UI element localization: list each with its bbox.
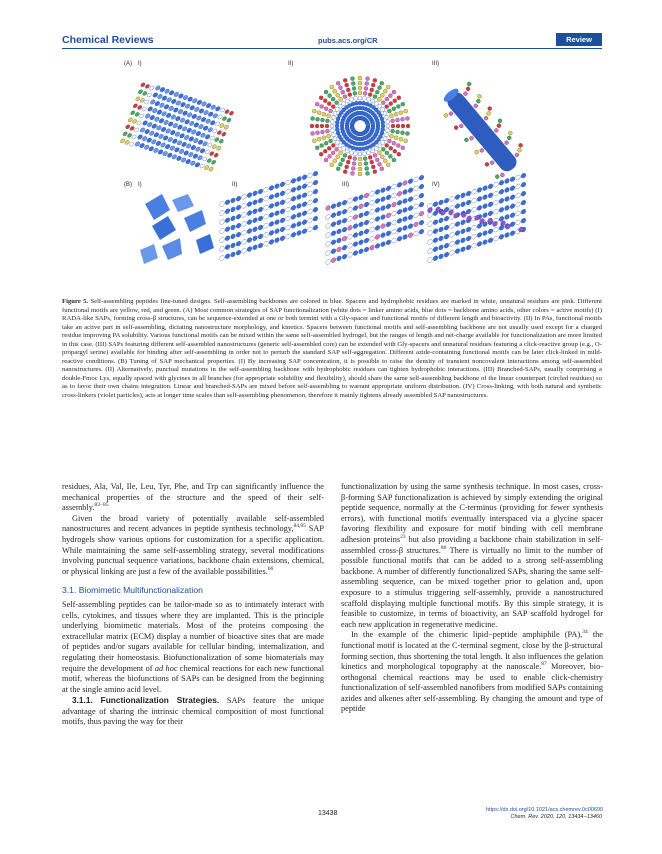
label-b: (B) bbox=[124, 182, 132, 188]
paragraph: residues, Ala, Val, Ile, Leu, Tyr, Phe, and Trp can significantly influence the mechanical properties of the structure and the speed of their self-assembly.$^{83-85}$ bbox=[62, 482, 324, 513]
paragraph: Self-assembling peptides can be tailor-made so as to intimately interact with cells, cytokines, and tissues where they are implanted. This is the principle underlying biomimetic materials. Most of the proteins composing the extracellular matrix (ECM) display a number of bioactive sites that are made of peptides and/or sugars available for cellular binding, internalization, and regulating their homeostasis. Biofunctionalization of some biomaterials may require the development of ad hoc chemical reactions for each new functional motif, whereas the biofunctions of SAPs can be designed from the beginning at the single amino acid level. bbox=[62, 599, 324, 694]
paragraph: In the example of the chimeric lipid−peptide amphiphile (PA),$^{34}$ the functional motif is located at the C-terminal segment, close by the β-structural forming section, thus shortening the total length. It also influences the gelation kinetics and morphological topography at the nanoscale.$^{87}$ Moreover, bio-orthogonal chemical reactions may be used to enable click-chemistry functionalization of self-assembled nanofibers from modified SAPs containing azides and alkenes after self-assembling. By changing the amount and type of peptide bbox=[341, 629, 603, 714]
paragraph: functionalization by using the same synthesis technique. In most cases, cross-β-forming SAP functionalization is achieved by simply extending the original peptide sequence, normally at the C-terminus (providing for fewer synthesis errors), with functional motifs eventually interspaced via a glycine spacer favoring flexibility and exposure for motif binding with cell membrane adhesion proteins$^{23}$ but also providing a backbone chain stabilization in self-assembled cross-β structures.$^{86}$ There is virtually no limit to the number of possible functional motifs that can be added to a strong self-assembling backbone. A number of differently functionalized SAPs, sharing the same self-assembling sequence, can be mixed together prior to gelation and, upon exposure to a stimulus triggering self-assembly, provide a nanostructured scaffold displaying multiple functional motifs. By this simple strategy, it is feasible to customize, in terms of bioactivity, an SAP scaffold hydrogel for each new application in regenerative medicine. bbox=[341, 482, 604, 629]
label-a3: III) bbox=[432, 61, 439, 67]
reference-link[interactable]: 83−85 bbox=[94, 502, 109, 509]
label-b2: II) bbox=[232, 182, 238, 188]
page-number: 13438 bbox=[318, 810, 338, 817]
paragraph: 3.1.1. Functionalization Strategies. SAPs feature the unique advantage of sharing the intrinsic chemical composition of most functional motifs, thus paving the way for their bbox=[62, 695, 324, 727]
citation: Chem. Rev. 2020, 120, 13434−13460 bbox=[510, 814, 602, 820]
figure-5-illustration bbox=[110, 54, 570, 292]
reference-link[interactable]: 87 bbox=[541, 661, 547, 668]
label-a: (A) bbox=[124, 61, 132, 67]
section-heading: 3.1. Biomimetic Multifunctionalization bbox=[62, 585, 203, 596]
subsection-heading: 3.1.1. Functionalization Strategies. bbox=[72, 695, 220, 706]
reference-link[interactable]: 66 bbox=[267, 565, 274, 572]
reference-link[interactable]: 23 bbox=[400, 534, 406, 541]
label-a2: II) bbox=[288, 61, 294, 67]
reference-link[interactable]: 86 bbox=[440, 544, 447, 551]
article-type-badge: Review bbox=[556, 33, 602, 46]
header-rule bbox=[62, 48, 602, 49]
doi-link[interactable]: https://dx.doi.org/10.1021/acs.chemrev.0c00690 bbox=[486, 807, 603, 813]
caption-text: Self-assembling peptides fine-tuned designs. Self-assembling backbones are colored in blue. Spacers and hydrophobic residues are marked in white, unnatural residues are pink. Different functional motifs are yellow, red, and green. (A) Most common strategies of SAP functionalization (white dots = linker amino acids, blue dots = backbone amino acids, other colors = active motifs) (I) RADA-like SAPs, forming cross-β structures, can be sequence-extended at one or both termini with a Gly-spacer and functional motifs of different length and bioactivity. (II) In PAs, functional motifs take an active part in self-assembling, dictating nanostructure morphology, and kinetics. Spacers between functional motifs and self-assembling backbone are not usually used except for a charged residue improving PA solubility. Various functional motifs can be mixed within the same self-assembled hydrogel, but the ranges of length and net-charge available for functionalization are more limited in this case. (III) SAPs featuring different self-assembled nanostructures (generic self-assembled core) can be extended with Gly-spacers and unnatural residues featuring a click-reactive group (e.g., O-propargyl serine) available for binding after self-assembling in order not to perturb the standard SAP self-aggregation. Different azide-containing functional motifs can be later click-linked in mild-reactive conditions. (B) Tuning of SAP mechanical properties. (I) By increasing SAP concentration, it is possible to raise the density of transient noncovalent interactions among self-assembled nanostructures. (II) Alternatively, punctual mutations in the self-assembling backbone with hydrophobic residues can tighten hydrophobic interactions. (III) Branched-SAPs, usually comprising a double-Fmoc Lys, equally spaced with glycines in all branches (for appropriate solubility and flexibility), should share the same self-assembling backbone of the linear counterpart (circled residues) so as to favor their own chains integration. Linear and branched-SAPs are mixed before self-assembling to warrant appropriate uniform distribution. (IV) Cross-linking, with both natural and synthetic cross-linkers (violet particles), acts at longer time scales than self-assembling phenomenon, therefore it mainly tightens already assembled SAP nanostructures. bbox=[62, 298, 602, 399]
paragraph: Given the broad variety of potentially available self-assembled nanostructures and recent advances in peptide synthesis technology,$^{84,85}$ SAP hydrogels show various options for customization for a specific application. While maintaining the same self-assembling strategy, several modifications involving punctual sequence variations, backbone chain extensions, chemical, or physical linking are just a few of the available possibilities.$^{66}$ bbox=[62, 513, 324, 576]
caption-title: Figure 5. bbox=[62, 298, 89, 305]
reference-link[interactable]: 84,85 bbox=[293, 523, 306, 530]
label-b4: IV) bbox=[432, 182, 440, 188]
footer-doi bbox=[486, 807, 602, 821]
reference-link[interactable]: 34 bbox=[582, 629, 588, 636]
left-column bbox=[62, 482, 324, 728]
figure-caption bbox=[62, 298, 602, 400]
journal-title: Chemical Reviews bbox=[62, 34, 154, 46]
label-a1: I) bbox=[138, 61, 142, 67]
label-b1: I) bbox=[138, 182, 142, 188]
right-column bbox=[341, 482, 603, 715]
journal-url[interactable]: pubs.acs.org/CR bbox=[318, 36, 378, 45]
label-b3: III) bbox=[342, 182, 349, 188]
